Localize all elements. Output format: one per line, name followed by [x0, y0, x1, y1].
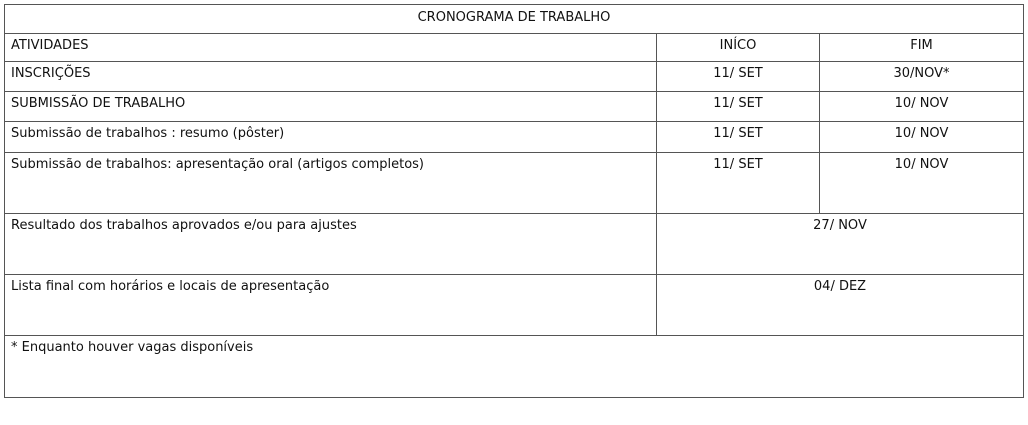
- table-row: [5, 214, 1024, 275]
- table-row: [5, 122, 1024, 153]
- date-cell: 27/ NOV: [657, 214, 1024, 275]
- start-cell: 11/ SET: [657, 92, 820, 122]
- table-row: [5, 153, 1024, 214]
- activity-cell: Submissão de trabalhos : resumo (pôster): [5, 122, 657, 153]
- start-cell: 11/ SET: [657, 122, 820, 153]
- end-cell: 10/ NOV: [820, 122, 1024, 153]
- header-row: [5, 34, 1024, 62]
- activity-cell: Resultado dos trabalhos aprovados e/ou para ajustes: [5, 214, 657, 275]
- header-activity: ATIVIDADES: [5, 34, 657, 62]
- activity-cell: Lista final com horários e locais de apresentação: [5, 275, 657, 336]
- table-title: CRONOGRAMA DE TRABALHO: [5, 5, 1024, 34]
- table-row: [5, 92, 1024, 122]
- title-row: [5, 5, 1024, 34]
- activity-cell: Submissão de trabalhos: apresentação oral (artigos completos): [5, 153, 657, 214]
- start-cell: 11/ SET: [657, 153, 820, 214]
- end-cell: 30/NOV*: [820, 62, 1024, 92]
- footnote-row: [5, 336, 1024, 398]
- header-start: INÍCO: [657, 34, 820, 62]
- end-cell: 10/ NOV: [820, 153, 1024, 214]
- start-cell: 11/ SET: [657, 62, 820, 92]
- activity-cell: SUBMISSÃO DE TRABALHO: [5, 92, 657, 122]
- date-cell: 04/ DEZ: [657, 275, 1024, 336]
- end-cell: 10/ NOV: [820, 92, 1024, 122]
- footnote: * Enquanto houver vagas disponíveis: [5, 336, 1024, 398]
- table-row: [5, 275, 1024, 336]
- schedule-table: [4, 4, 1024, 398]
- table-row: [5, 62, 1024, 92]
- header-end: FIM: [820, 34, 1024, 62]
- activity-cell: INSCRIÇÕES: [5, 62, 657, 92]
- schedule-document: [4, 4, 1023, 415]
